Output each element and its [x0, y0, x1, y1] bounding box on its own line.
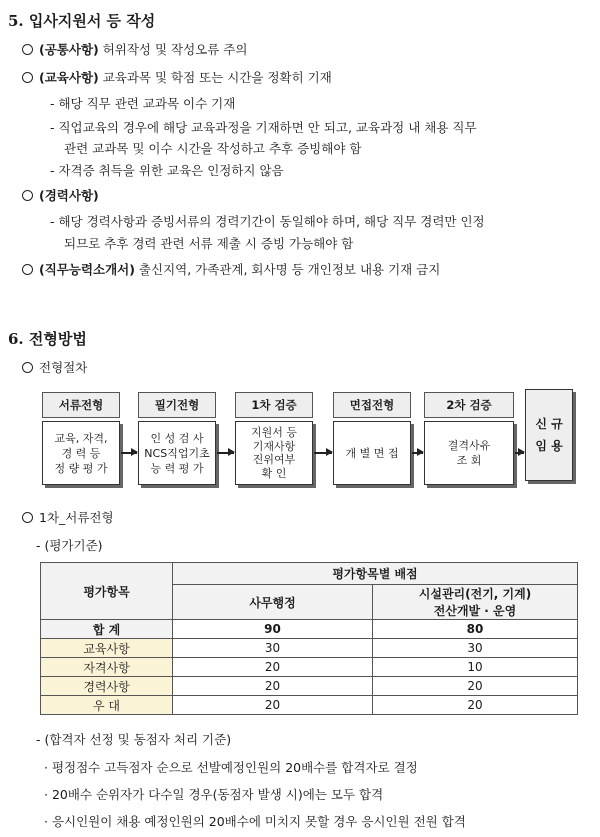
selection-criteria-label: - (합격자 선정 및 동점자 처리 기준) [36, 732, 232, 747]
cell-admin: 30 [173, 639, 373, 658]
circle-bullet-icon [22, 72, 33, 83]
education-sub-2-cont: 관련 교과목 및 이수 시간을 작성하고 추후 증빙해야 함 [64, 141, 362, 156]
arrow-right-icon [217, 452, 234, 454]
doc-screening-heading [22, 508, 114, 526]
selection-bullet-1: · 평정점수 고득점자 순으로 선발예정인원의 20배수를 합격자로 결정 [44, 760, 418, 775]
col-header-item: 평가항목 [41, 563, 173, 620]
circle-bullet-icon [22, 44, 33, 55]
col-header-facility [373, 585, 578, 620]
row-label: 경력사항 [41, 677, 173, 696]
cell-admin: 20 [173, 677, 373, 696]
table-row [41, 658, 578, 677]
career-item [22, 186, 99, 204]
job-intro-text: 출신지역, 가족관계, 회사명 등 개인정보 내용 기재 금지 [134, 262, 441, 277]
criteria-label: - (평가기준) [36, 538, 103, 553]
selection-bullet-2: · 20배수 순위자가 다수일 경우(동점자 발생 시)에는 모두 합격 [44, 787, 384, 802]
cell-facility: 10 [373, 658, 578, 677]
job-intro-item [22, 260, 440, 278]
section5-title: 5. 입사지원서 등 작성 [8, 12, 156, 30]
stage-line: NCS직업기초 [144, 446, 210, 460]
education-sub-3: - 자격증 취득을 위한 교육은 인정하지 않음 [50, 163, 284, 178]
stage-line: 신 규 [535, 417, 563, 431]
cell-facility: 80 [373, 620, 578, 639]
selection-bullet-3: · 응시인원이 채용 예정인원의 20배수에 미치지 못할 경우 응시인원 전원 합격 [44, 814, 466, 829]
cell-admin: 20 [173, 658, 373, 677]
cell-facility: 30 [373, 639, 578, 658]
cell-admin: 90 [173, 620, 373, 639]
stage-body-verify2 [424, 421, 514, 485]
job-intro-tag: (직무능력소개서) [39, 262, 135, 277]
arrow-right-icon [121, 452, 137, 454]
education-sub-1: - 해당 직무 관련 교과목 이수 기재 [50, 96, 236, 111]
process-heading [22, 358, 87, 376]
stage-body-interview [333, 421, 411, 485]
stage-line: 개 별 면 접 [345, 446, 399, 460]
circle-bullet-icon [22, 512, 33, 523]
career-tag: (경력사항) [39, 188, 99, 203]
common-notice-text: 허위작성 및 작성오류 주의 [98, 42, 248, 57]
stage-head-written: 필기전형 [138, 392, 216, 418]
section6-title: 6. 전형방법 [8, 330, 87, 348]
row-label: 합 계 [41, 620, 173, 639]
circle-bullet-icon [22, 264, 33, 275]
stage-line: 교육, 자격, [54, 431, 108, 445]
table-row [41, 639, 578, 658]
stage-body-written [138, 421, 216, 485]
stage-head-interview: 면접전형 [333, 392, 411, 418]
education-text: 교육과목 및 학점 또는 시간을 정확히 기재 [98, 70, 332, 85]
cell-facility: 20 [373, 696, 578, 715]
stage-line: 능 력 평 가 [150, 461, 204, 475]
stage-final-hire [525, 389, 573, 481]
cell-facility: 20 [373, 677, 578, 696]
col-header-facility-line1: 시설관리(전기, 기계) [418, 587, 532, 601]
stage-head-verify1: 1차 검증 [235, 392, 313, 418]
stage-line: 확 인 [261, 466, 287, 480]
career-sub-1-cont: 되므로 추후 경력 관련 서류 제출 시 증빙 가능해야 함 [64, 236, 354, 251]
stage-line: 조 회 [456, 454, 482, 467]
table-row [41, 696, 578, 715]
cell-admin: 20 [173, 696, 373, 715]
row-label: 자격사항 [41, 658, 173, 677]
stage-line: 지원서 등 [250, 426, 297, 439]
arrow-right-icon [314, 452, 332, 454]
stage-line: 임 용 [535, 439, 563, 453]
stage-head-document: 서류전형 [42, 392, 120, 418]
stage-line: 경 력 등 [61, 446, 101, 460]
doc-screening-heading-text: 1차_서류전형 [39, 510, 114, 525]
common-notice-item [22, 40, 247, 58]
education-item [22, 68, 332, 86]
arrow-right-icon [412, 452, 423, 454]
process-heading-text: 전형절차 [39, 360, 88, 375]
career-sub-1: - 해당 경력사항과 증빙서류의 경력기간이 동일해야 하며, 해당 직무 경력만 인정 [50, 214, 485, 229]
stage-line: 기재사항 [252, 439, 296, 453]
col-header-facility-line2: 전산개발 · 운영 [433, 604, 517, 618]
row-label: 우 대 [41, 696, 173, 715]
education-sub-2: - 직업교육의 경우에 해당 교육과정을 기재하면 안 되고, 교육과정 내 채용 직무 [50, 120, 477, 135]
row-label: 교육사항 [41, 639, 173, 658]
stage-body-document [42, 421, 120, 485]
score-table [40, 562, 578, 715]
col-header-admin: 사무행정 [173, 585, 373, 620]
circle-bullet-icon [22, 190, 33, 201]
col-header-group: 평가항목별 배점 [173, 563, 578, 585]
table-row-total [41, 620, 578, 639]
education-tag: (교육사항) [39, 70, 99, 85]
stage-line: 결격사유 [447, 439, 491, 452]
stage-line: 정 량 평 가 [54, 461, 108, 475]
stage-line: 인 성 검 사 [150, 431, 204, 445]
stage-head-verify2: 2차 검증 [424, 392, 514, 418]
arrow-right-icon [515, 452, 524, 454]
common-notice-tag: (공통사항) [39, 42, 99, 57]
circle-bullet-icon [22, 362, 33, 373]
stage-body-verify1 [235, 421, 313, 485]
table-row [41, 677, 578, 696]
stage-line: 진위여부 [252, 453, 296, 466]
